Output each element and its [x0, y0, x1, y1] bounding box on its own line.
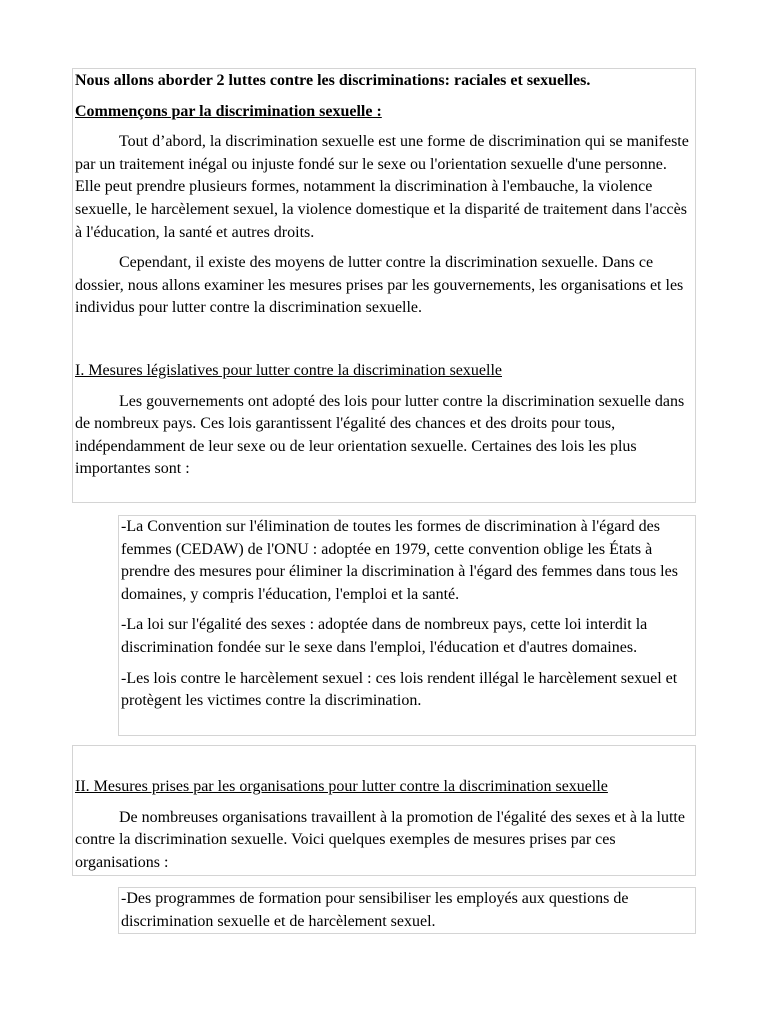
- section2-list: [118, 887, 696, 934]
- section-subtitle: Commençons par la discrimination sexuelle :: [75, 102, 382, 120]
- document-title: Nous allons aborder 2 luttes contre les discriminations: raciales et sexuelles.: [75, 72, 591, 89]
- section2-heading: II. Mesures prises par les organisations pour lutter contre la discrimination sexuelle: [75, 778, 608, 795]
- section1-list: [118, 515, 696, 736]
- section2: [72, 745, 696, 876]
- list-item: -La loi sur l'égalité des sexes : adoptée dans de nombreux pays, cette loi interdit la discrimination fondée sur le sexe dans l'emploi, l'éducation et d'autres domaines.: [121, 616, 648, 656]
- intro-section: [72, 68, 696, 503]
- intro-paragraph-2: Cependant, il existe des moyens de lutter contre la discrimination sexuelle. Dans ce dossier, nous allons examiner les mesures prises par les gouvernements, les organisations et les individus pour lutter contre la discrimination sexuelle.: [75, 254, 684, 317]
- list-item: -La Convention sur l'élimination de toutes les formes de discrimination à l'égard des femmes (CEDAW) de l'ONU : adoptée en 1979, cette convention oblige les États à prendre des mesures pour éliminer la discrimination à l'égard des femmes dans tous les domaines, y compris l'éducation, l'emploi et la santé.: [121, 518, 678, 603]
- list-item: -Des programmes de formation pour sensibiliser les employés aux questions de discrimination sexuelle et de harcèlement sexuel.: [121, 890, 629, 930]
- section1-paragraph: Les gouvernements ont adopté des lois pour lutter contre la discrimination sexuelle dans de nombreux pays. Ces lois garantissent l'égalité des chances et des droits pour tous, indépendamment de leur sexe ou de leur orientation sexuelle. Certaines des lois les plus importantes sont :: [75, 392, 685, 478]
- list-item: -Les lois contre le harcèlement sexuel : ces lois rendent illégal le harcèlement sexuel et protègent les victimes contre la discrimination.: [121, 669, 678, 710]
- section2-paragraph: De nombreuses organisations travaillent à la promotion de l'égalité des sexes et à la lutte contre la discrimination sexuelle. Voici quelques exemples de mesures prises par ces organisations :: [75, 808, 685, 871]
- section1-heading: I. Mesures législatives pour lutter contre la discrimination sexuelle: [75, 361, 502, 379]
- intro-paragraph-1: Tout d’abord, la discrimination sexuelle est une forme de discrimination qui se manifeste par un traitement inégal ou injuste fondé sur le sexe ou l'orientation sexuelle d'une personne. Elle peut prendre plusieurs formes, notamment la discrimination à l'embauche, la violence sexuelle, le harcèlement sexuel, la violence domestique et la disparité de traitement dans l'accès à l'éducation, la santé et autres droits.: [75, 133, 689, 241]
